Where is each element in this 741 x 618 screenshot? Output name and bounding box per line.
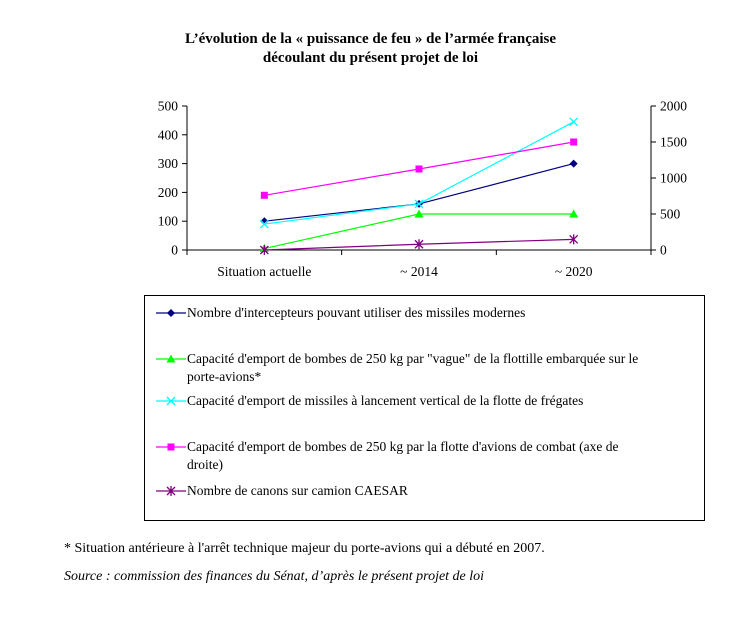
left-y-tick-label: 400 [157,127,178,143]
line-chart [0,0,741,300]
left-y-tick-label: 100 [157,213,178,229]
x-tick-label: ~ 2014 [400,264,438,279]
legend-item-bombs-carrier [153,350,701,386]
x-tick-label: Situation actuelle [217,264,312,279]
left-y-tick-label: 0 [171,242,178,258]
chart-title-line2: découlant du présent projet de loi [262,50,479,66]
right-y-tick-label: 1500 [660,134,687,150]
right-y-tick-label: 500 [660,206,681,222]
x-tick-label: ~ 2020 [554,264,593,279]
right-y-tick-label: 0 [660,242,667,258]
legend-symbol-square-icon [153,438,187,456]
legend-marker [167,309,175,317]
data-point [570,139,577,146]
left-y-tick-label: 500 [157,98,178,114]
legend-item-interceptors [153,304,701,322]
right-y-tick-label: 1000 [660,170,687,186]
legend-symbol-x-icon [153,392,187,410]
series-4 [260,234,577,255]
legend-item-caesar [153,482,701,500]
left-y-tick-label: 300 [157,156,178,172]
left-y-tick-label: 200 [157,184,178,200]
data-point [570,118,578,126]
legend-label: Capacité d'emport de bombes de 250 kg par la flotte d'avions de combat (axe de droite) [187,439,619,472]
series-line [264,122,573,224]
data-point [261,192,268,199]
chart-title-line1: L’évolution de la « puissance de feu » de l’armée française [184,31,557,47]
legend-item-missiles-frigates [153,392,701,410]
legend-marker [168,444,175,451]
series-3 [261,139,577,199]
data-point [416,166,423,173]
legend-symbol-diamond-icon [153,304,187,322]
footnote: * Situation antérieure à l'arrêt technique majeur du porte-avions qui a débuté en 2007. [64,541,545,556]
right-y-tick-label: 2000 [660,98,687,114]
legend-symbol-star-icon [153,482,187,500]
legend-label: Nombre d'intercepteurs pouvant utiliser des missiles modernes [187,305,526,320]
data-point [570,160,578,168]
legend-label: Capacité d'emport de bombes de 250 kg par "vague" de la flottille embarquée sur le porte-avions* [187,351,639,384]
legend-item-bombs-combat-aircraft [153,438,701,474]
legend-symbol-triangle-icon [153,350,187,368]
chart-legend [144,295,705,521]
legend-label: Capacité d'emport de missiles à lancement vertical de la flotte de frégates [187,393,584,408]
source-note: Source : commission des finances du Sénat, d’après le présent projet de loi [64,569,485,584]
legend-label: Nombre de canons sur camion CAESAR [187,483,408,498]
